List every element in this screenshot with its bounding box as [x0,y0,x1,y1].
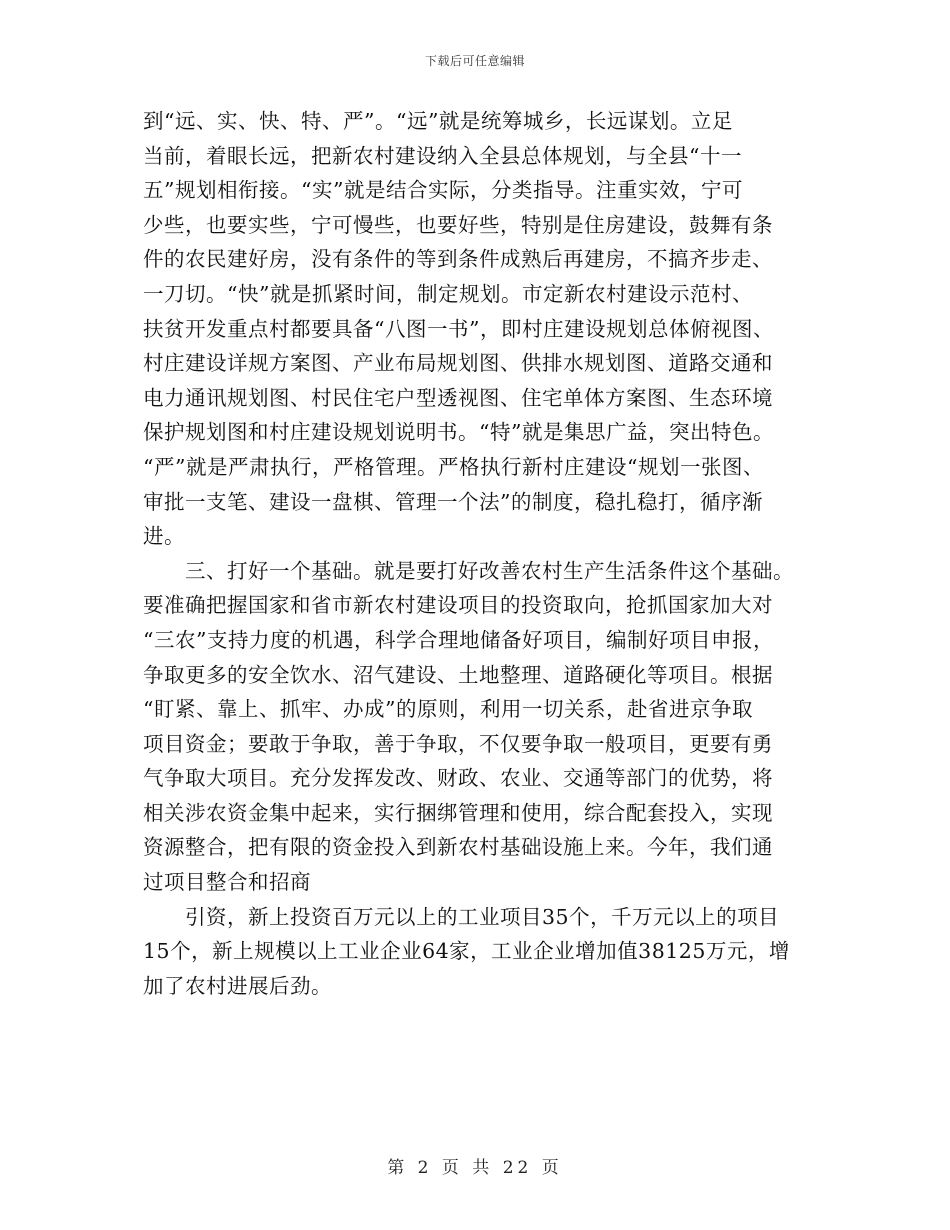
text-line: 争取更多的安全饮水、沼气建设、土地整理、道路硬化等项目。根据 [143,662,773,687]
text-line: 村庄建设详规方案图、产业布局规划图、供排水规划图、道路交通和 [143,351,773,376]
text-line: “严”就是严肃执行，严格管理。严格执行新村庄建设“规划一张图、 [143,454,764,479]
text-line: 三、打好一个基础。就是要打好改善农村生产生活条件这个基础。 [185,558,794,583]
page-header: 下载后可任意编辑 [424,54,525,68]
text-line: 扶贫开发重点村都要具备“八图一书”，即村庄建设规划总体俯视图、 [143,316,774,341]
text-line: “三农”支持力度的机遇，科学合理地储备好项目，编制好项目申报， [143,627,774,652]
text-line: 一刀切。“快”就是抓紧时间，制定规划。市定新农村建设示范村、 [143,281,753,306]
text-line: 件的农民建好房，没有条件的等到条件成熟后再建房，不搞齐步走、 [143,247,773,272]
text-line: 引资，新上投资百万元以上的工业项目35个，千万元以上的项目 [185,904,780,929]
text-line: 过项目整合和招商 [143,870,311,895]
text-line: 项目资金；要敢于争取，善于争取，不仅要争取一般项目，更要有勇 [143,731,773,756]
text-line: 电力通讯规划图、村民住宅户型透视图、住宅单体方案图、生态环境 [143,385,773,410]
text-line: 15个，新上规模以上工业企业64家，工业企业增加值38125万元，增 [143,939,790,964]
text-line: 进。 [143,524,185,549]
document-body [143,104,813,1003]
text-line: 审批一支笔、建设一盘棋、管理一个法”的制度，稳扎稳打，循序渐 [143,489,763,514]
text-line: 加了农村进展后劲。 [143,973,332,998]
text-line: 到“远、实、快、特、严”。“远”就是统筹城乡，长远谋划。立足 [143,109,733,133]
text-line: 资源整合，把有限的资金投入到新农村基础设施上来。今年，我们通 [143,835,773,860]
text-line: 气争取大项目。充分发挥发改、财政、农业、交通等部门的优势，将 [143,766,773,791]
text-line: “盯紧、靠上、抓牢、办成”的原则，利用一切关系，赴省进京争取 [143,697,753,722]
text-line: 当前，着眼长远，把新农村建设纳入全县总体规划，与全县“十一 [143,143,742,168]
text-line: 保护规划图和村庄建设规划说明书。“特”就是集思广益，突出特色。 [143,420,774,445]
text-line: 要准确把握国家和省市新农村建设项目的投资取向，抢抓国家加大对 [143,593,773,618]
text-line: 五”规划相衔接。“实”就是结合实际，分类指导。注重实效，宁可 [143,178,743,203]
paragraph [143,104,813,554]
text-line: 少些，也要实些，宁可慢些，也要好些，特别是住房建设，鼓舞有条 [143,212,773,237]
page-footer: 第 2 页 共 22 页 [387,1158,563,1178]
paragraph [143,900,813,1004]
text-line: 相关涉农资金集中起来，实行捆绑管理和使用，综合配套投入，实现 [143,800,773,825]
paragraph [143,554,813,900]
